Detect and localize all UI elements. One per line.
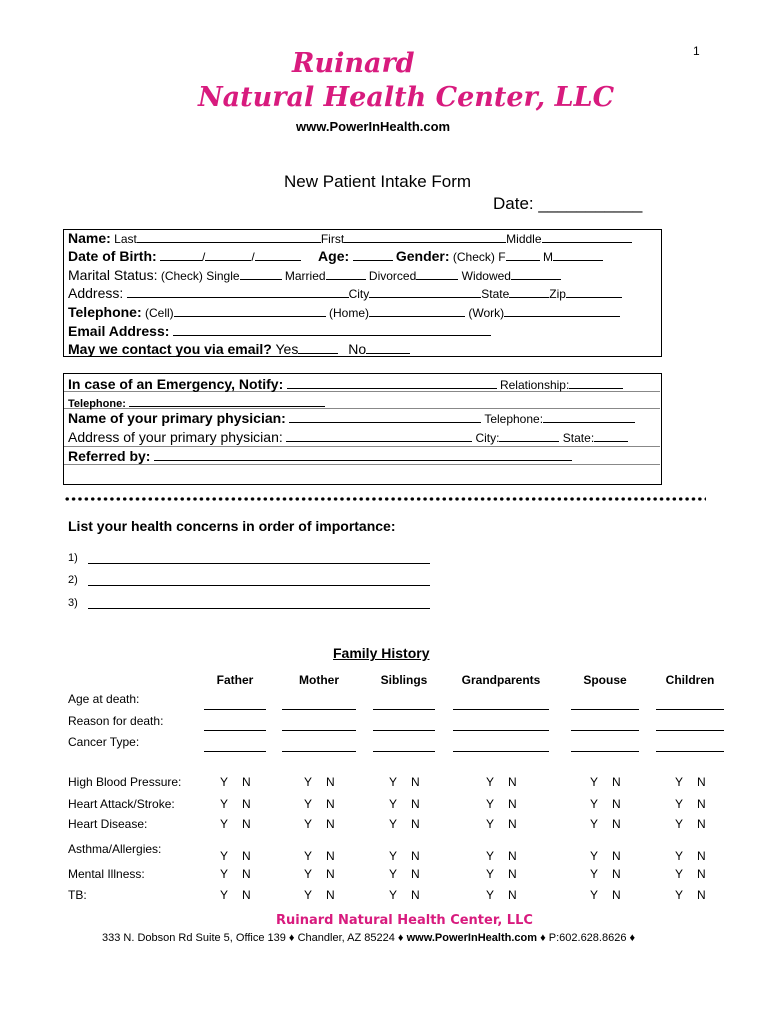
no-option[interactable]: N: [612, 797, 621, 811]
physician-label: Name of your primary physician:: [68, 410, 286, 426]
yes-option[interactable]: Y: [220, 817, 229, 831]
physician-address-field[interactable]: [286, 429, 472, 442]
no-option[interactable]: N: [411, 888, 420, 902]
no-option[interactable]: N: [326, 817, 335, 831]
yes-option[interactable]: Y: [389, 817, 398, 831]
family-history-field[interactable]: [373, 751, 435, 752]
family-history-field[interactable]: [656, 751, 724, 752]
referred-by-field[interactable]: [154, 447, 572, 461]
no-option[interactable]: N: [697, 849, 706, 863]
yes-option[interactable]: Y: [220, 867, 229, 881]
contact-yes-checkbox[interactable]: [298, 340, 338, 354]
no-option[interactable]: N: [697, 797, 706, 811]
yes-option[interactable]: Y: [304, 867, 313, 881]
date-field[interactable]: Date: ___________: [493, 194, 643, 213]
city-field[interactable]: [369, 285, 481, 298]
name-row: [68, 230, 632, 246]
row-label: Age at death:: [68, 692, 140, 706]
physician-telephone-label: Telephone:: [484, 412, 544, 426]
gender-f-checkbox[interactable]: [506, 248, 540, 261]
column-header: Grandparents: [461, 673, 541, 687]
yes-option[interactable]: Y: [389, 797, 398, 811]
concern-field[interactable]: [88, 585, 430, 586]
family-history-field[interactable]: [453, 730, 549, 731]
condition-label: High Blood Pressure:: [68, 775, 182, 789]
dotted-separator: [64, 496, 706, 502]
divorced-label: Divorced: [368, 269, 417, 283]
physician-telephone-field[interactable]: [543, 410, 635, 423]
marital-label: Marital Status:: [68, 267, 158, 283]
yes-option[interactable]: Y: [486, 797, 495, 811]
physician-state-label: State:: [562, 431, 595, 445]
gender-m-label: M: [542, 250, 553, 264]
yes-option[interactable]: Y: [590, 797, 599, 811]
emergency-telephone-label: Telephone:: [68, 398, 126, 410]
family-history-field[interactable]: [571, 751, 639, 752]
diamond-icon: ♦: [288, 932, 295, 944]
no-option[interactable]: N: [242, 867, 251, 881]
health-concerns-title: List your health concerns in order of importance:: [68, 518, 396, 534]
no-option[interactable]: N: [326, 797, 335, 811]
family-history-field[interactable]: [282, 709, 356, 710]
dob-day-field[interactable]: [205, 248, 251, 261]
address-field[interactable]: [127, 285, 349, 298]
referred-row: [68, 447, 572, 464]
yes-option[interactable]: Y: [590, 849, 599, 863]
family-history-field[interactable]: [282, 730, 356, 731]
no-option[interactable]: N: [508, 797, 517, 811]
physician-name-field[interactable]: [289, 410, 481, 423]
yes-option[interactable]: Y: [486, 849, 495, 863]
physician-city-label: City:: [475, 431, 500, 445]
yes-option[interactable]: Y: [304, 775, 313, 789]
footer-city: Chandler, AZ 85224: [297, 932, 395, 944]
no-option[interactable]: N: [697, 867, 706, 881]
yes-option[interactable]: Y: [304, 817, 313, 831]
marital-check-hint: (Check): [160, 269, 203, 283]
email-row: [68, 322, 491, 339]
no-option[interactable]: N: [242, 849, 251, 863]
contact-no-label: No: [348, 341, 367, 357]
physician-address-label: Address of your primary physician:: [68, 429, 283, 445]
home-phone-field[interactable]: [369, 304, 465, 317]
concern-field[interactable]: [88, 563, 430, 564]
column-header: Spouse: [583, 673, 627, 687]
no-option[interactable]: N: [411, 849, 420, 863]
age-label: Age:: [318, 248, 350, 264]
relationship-field[interactable]: [569, 376, 623, 389]
family-history-field[interactable]: [204, 709, 266, 710]
no-option[interactable]: N: [326, 849, 335, 863]
yes-option[interactable]: Y: [675, 849, 684, 863]
address-label: Address:: [68, 285, 124, 301]
physician-city-field[interactable]: [499, 429, 559, 442]
diamond-icon: ♦: [540, 932, 546, 944]
brand-name-line2: Natural Health Center, LLC: [198, 82, 615, 113]
gender-m-checkbox[interactable]: [553, 248, 603, 261]
no-option[interactable]: N: [242, 817, 251, 831]
column-header: Children: [665, 673, 715, 687]
dob-label: Date of Birth:: [68, 248, 157, 264]
page-number: 1: [693, 44, 700, 58]
no-option[interactable]: N: [508, 867, 517, 881]
family-history-field[interactable]: [282, 751, 356, 752]
no-option[interactable]: N: [612, 775, 621, 789]
no-option[interactable]: N: [242, 775, 251, 789]
state-label: State: [481, 287, 510, 301]
family-history-field[interactable]: [373, 730, 435, 731]
no-option[interactable]: N: [508, 775, 517, 789]
yes-option[interactable]: Y: [304, 797, 313, 811]
no-option[interactable]: N: [326, 888, 335, 902]
no-option[interactable]: N: [242, 888, 251, 902]
yes-option[interactable]: Y: [675, 817, 684, 831]
telephone-label: Telephone:: [68, 304, 142, 320]
no-option[interactable]: N: [697, 775, 706, 789]
condition-label: Heart Attack/Stroke:: [68, 797, 175, 811]
physician-state-field[interactable]: [594, 429, 628, 442]
no-option[interactable]: N: [612, 888, 621, 902]
no-option[interactable]: N: [411, 867, 420, 881]
brand-name-line1: Ruinard: [292, 48, 415, 79]
cell-label: (Cell): [144, 306, 174, 320]
divider: [64, 464, 660, 465]
age-field[interactable]: [353, 248, 393, 261]
no-option[interactable]: N: [326, 775, 335, 789]
diamond-icon: ♦: [629, 932, 636, 944]
yes-option[interactable]: Y: [486, 888, 495, 902]
yes-option[interactable]: Y: [220, 797, 229, 811]
emergency-contact-field[interactable]: [287, 376, 497, 389]
concern-number: 2): [68, 574, 78, 586]
emergency-phone-row: [68, 394, 325, 410]
married-label: Married: [284, 269, 326, 283]
yes-option[interactable]: Y: [590, 867, 599, 881]
email-contact-row: [68, 340, 410, 357]
no-option[interactable]: N: [612, 867, 621, 881]
state-field[interactable]: [509, 285, 549, 298]
first-name-field[interactable]: [344, 230, 506, 243]
marital-row: [68, 267, 561, 283]
relationship-label: Relationship:: [499, 378, 570, 392]
condition-label: Heart Disease:: [68, 817, 148, 831]
contact-no-checkbox[interactable]: [366, 340, 410, 354]
married-checkbox[interactable]: [326, 267, 366, 280]
no-option[interactable]: N: [411, 817, 420, 831]
yes-option[interactable]: Y: [389, 849, 398, 863]
yes-option[interactable]: Y: [486, 775, 495, 789]
name-label: Name:: [68, 230, 111, 246]
no-option[interactable]: N: [508, 817, 517, 831]
diamond-icon: ♦: [397, 932, 404, 944]
contact-yes-label: Yes: [275, 341, 299, 357]
dob-separator: /: [202, 250, 206, 264]
footer-contact: [102, 932, 635, 944]
concern-number: 3): [68, 597, 78, 609]
physician-row: [68, 410, 635, 426]
family-history-field[interactable]: [373, 709, 435, 710]
telephone-row: [68, 304, 620, 320]
row-label: Reason for death:: [68, 714, 164, 728]
work-label: (Work): [468, 306, 505, 320]
family-history-field[interactable]: [204, 730, 266, 731]
condition-label: Asthma/Allergies:: [68, 842, 162, 856]
emergency-telephone-field[interactable]: [129, 394, 325, 407]
yes-option[interactable]: Y: [389, 775, 398, 789]
column-header: Mother: [299, 673, 339, 687]
single-label: Single: [206, 269, 240, 283]
gender-label: Gender:: [395, 248, 450, 264]
condition-label: TB:: [68, 888, 87, 902]
email-contact-question: May we contact you via email?: [68, 341, 272, 357]
footer-website[interactable]: www.PowerInHealth.com: [406, 932, 538, 944]
yes-option[interactable]: Y: [220, 775, 229, 789]
no-option[interactable]: N: [508, 888, 517, 902]
email-field[interactable]: [173, 322, 491, 336]
single-checkbox[interactable]: [240, 267, 282, 280]
dob-row: [68, 248, 603, 264]
family-history-field[interactable]: [571, 709, 639, 710]
yes-option[interactable]: Y: [590, 775, 599, 789]
row-label: Cancer Type:: [68, 735, 140, 749]
physician-address-row: [68, 429, 628, 445]
yes-option[interactable]: Y: [389, 888, 398, 902]
no-option[interactable]: N: [326, 867, 335, 881]
gender-f-label: F: [498, 250, 506, 264]
concern-number: 1): [68, 552, 78, 564]
dob-year-field[interactable]: [255, 248, 301, 261]
yes-option[interactable]: Y: [675, 775, 684, 789]
yes-option[interactable]: Y: [590, 888, 599, 902]
column-header: Father: [216, 673, 254, 687]
concern-field[interactable]: [88, 608, 430, 609]
family-history-field[interactable]: [204, 751, 266, 752]
yes-option[interactable]: Y: [590, 817, 599, 831]
last-name-label: Last: [114, 232, 137, 246]
footer-brand: Ruinard Natural Health Center, LLC: [276, 913, 533, 928]
family-history-field[interactable]: [571, 730, 639, 731]
dob-separator: /: [251, 250, 255, 264]
divorced-checkbox[interactable]: [416, 267, 458, 280]
yes-option[interactable]: Y: [304, 849, 313, 863]
emergency-row: [68, 376, 623, 392]
no-option[interactable]: N: [508, 849, 517, 863]
family-history-field[interactable]: [453, 751, 549, 752]
no-option[interactable]: N: [697, 817, 706, 831]
dob-month-field[interactable]: [160, 248, 202, 261]
no-option[interactable]: N: [411, 797, 420, 811]
form-title: New Patient Intake Form: [284, 172, 472, 191]
widowed-checkbox[interactable]: [511, 267, 561, 280]
website-link[interactable]: www.PowerInHealth.com: [296, 119, 451, 134]
middle-name-field[interactable]: [542, 230, 632, 243]
cell-phone-field[interactable]: [174, 304, 326, 317]
emergency-label: In case of an Emergency, Notify:: [68, 376, 284, 392]
yes-option[interactable]: Y: [389, 867, 398, 881]
middle-name-label: Middle: [506, 232, 542, 246]
referred-label: Referred by:: [68, 448, 151, 464]
yes-option[interactable]: Y: [304, 888, 313, 902]
email-label: Email Address:: [68, 323, 170, 339]
city-label: City: [348, 287, 370, 301]
yes-option[interactable]: Y: [486, 867, 495, 881]
address-row: [68, 285, 622, 301]
gender-check-hint: (Check): [452, 250, 495, 264]
first-name-label: First: [320, 232, 345, 246]
yes-option[interactable]: Y: [675, 867, 684, 881]
no-option[interactable]: N: [612, 849, 621, 863]
footer-phone: P:602.628.8626: [548, 932, 627, 944]
family-history-field[interactable]: [656, 730, 724, 731]
footer-address: 333 N. Dobson Rd Suite 5, Office 139: [102, 932, 286, 944]
zip-field[interactable]: [566, 285, 622, 298]
yes-option[interactable]: Y: [220, 888, 229, 902]
zip-label: Zip: [549, 287, 566, 301]
yes-option[interactable]: Y: [675, 888, 684, 902]
family-history-title: Family History: [333, 645, 430, 661]
yes-option[interactable]: Y: [486, 817, 495, 831]
family-history-field[interactable]: [656, 709, 724, 710]
no-option[interactable]: N: [612, 817, 621, 831]
yes-option[interactable]: Y: [675, 797, 684, 811]
no-option[interactable]: N: [411, 775, 420, 789]
work-phone-field[interactable]: [504, 304, 620, 317]
home-label: (Home): [329, 306, 370, 320]
widowed-label: Widowed: [461, 269, 511, 283]
family-history-field[interactable]: [453, 709, 549, 710]
last-name-field[interactable]: [137, 230, 321, 243]
column-header: Siblings: [380, 673, 428, 687]
condition-label: Mental Illness:: [68, 867, 145, 881]
no-option[interactable]: N: [697, 888, 706, 902]
yes-option[interactable]: Y: [220, 849, 229, 863]
no-option[interactable]: N: [242, 797, 251, 811]
